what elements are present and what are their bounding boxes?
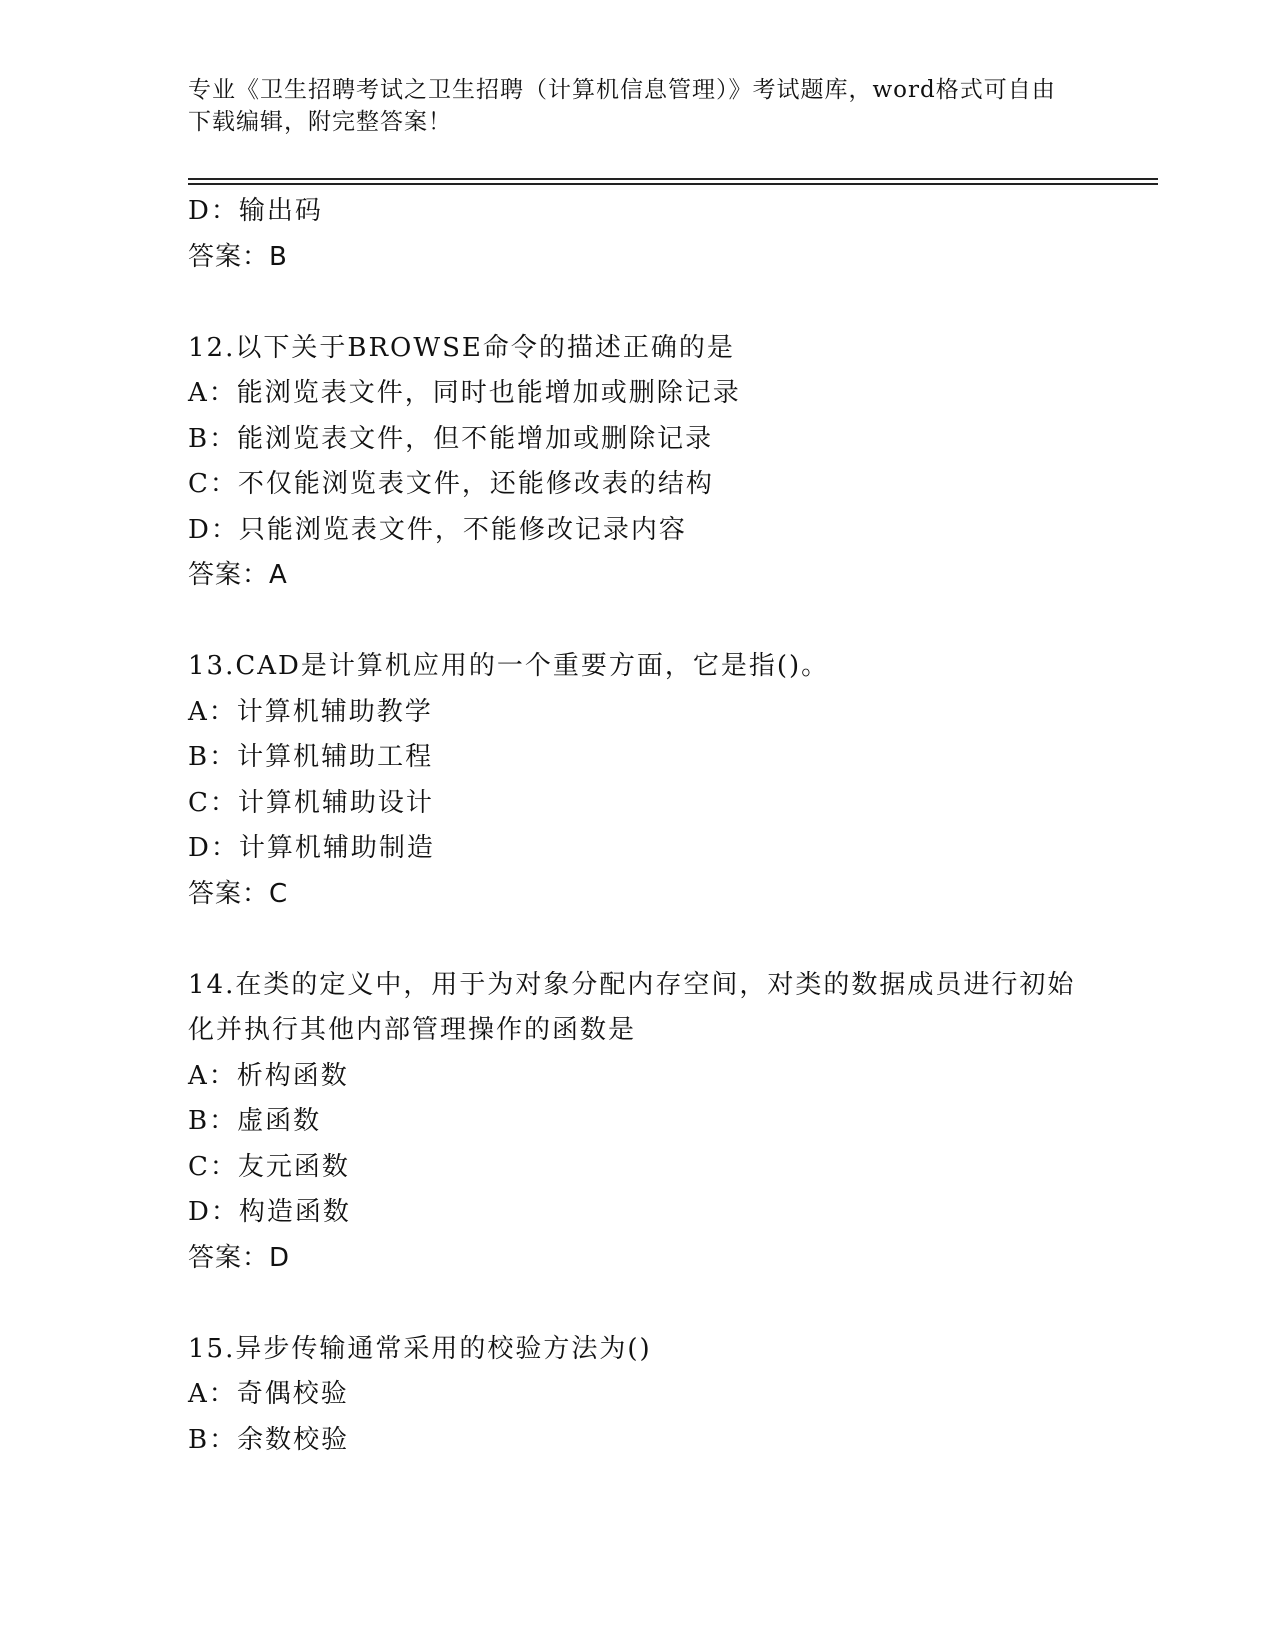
option-c: C：计算机辅助设计 xyxy=(188,787,434,818)
question-13: 13.CAD是计算机应用的一个重要方面，它是指()。 xyxy=(188,651,830,681)
answer: 答案：D xyxy=(188,1242,291,1273)
spacer xyxy=(188,599,1088,645)
option-a: A：计算机辅助教学 xyxy=(188,696,433,727)
option-d: D：只能浏览表文件，不能修改记录内容 xyxy=(188,514,687,545)
question-list xyxy=(188,189,1088,1463)
answer: 答案：C xyxy=(188,878,289,909)
answer: 答案：B xyxy=(188,241,288,272)
option-a: A：能浏览表文件，同时也能增加或删除记录 xyxy=(188,378,741,408)
option-b: B：余数校验 xyxy=(188,1424,350,1455)
document-header: 专业《卫生招聘考试之卫生招聘（计算机信息管理）》考试题库，word格式可自由下载编辑，附完整答案！ xyxy=(188,77,1056,135)
option-b: B：能浏览表文件，但不能增加或删除记录 xyxy=(188,423,714,454)
spacer xyxy=(188,917,1088,963)
answer: 答案：A xyxy=(188,560,288,590)
spacer xyxy=(188,1281,1088,1327)
option-b: B：虚函数 xyxy=(188,1106,322,1136)
header-rule-bottom xyxy=(188,183,1158,185)
option-d: D：构造函数 xyxy=(188,1197,351,1227)
question-15: 15.异步传输通常采用的校验方法为() xyxy=(188,1333,652,1364)
option-c: C：友元函数 xyxy=(188,1151,350,1182)
option-d: D：计算机辅助制造 xyxy=(188,833,435,863)
option-c: C：不仅能浏览表文件，还能修改表的结构 xyxy=(188,469,714,499)
option-a: A：析构函数 xyxy=(188,1060,349,1091)
option-a: A：奇偶校验 xyxy=(188,1379,349,1409)
option-b: B：计算机辅助工程 xyxy=(188,742,434,772)
question-12: 12.以下关于BROWSE命令的描述正确的是 xyxy=(188,332,735,363)
spacer xyxy=(188,280,1088,326)
option-d: D：输出码 xyxy=(188,196,323,226)
question-14: 14.在类的定义中，用于为对象分配内存空间，对类的数据成员进行初始化并执行其他内部管理操作的函数是 xyxy=(188,969,1076,1045)
header-rule-top xyxy=(188,178,1158,180)
